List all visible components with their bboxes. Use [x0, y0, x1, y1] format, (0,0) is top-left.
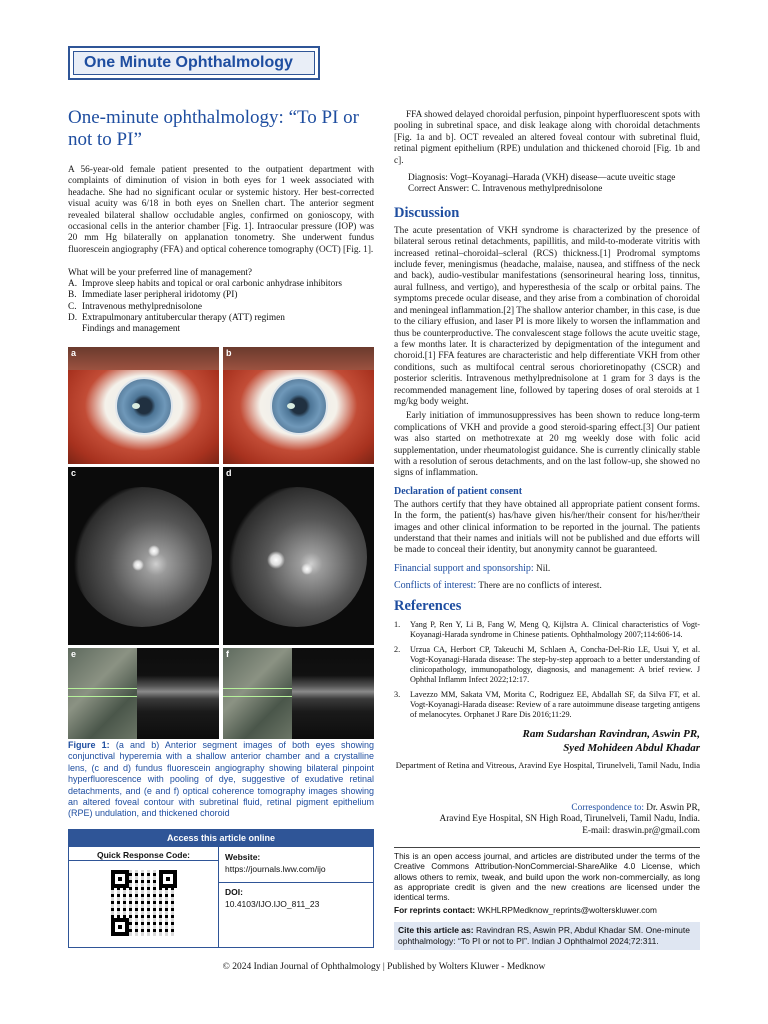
oct-scan-line — [223, 688, 292, 689]
oct-fundus-image — [68, 648, 137, 739]
question-block — [68, 268, 374, 335]
funding-line — [394, 563, 700, 575]
figure-caption-label: Figure 1: — [68, 740, 110, 750]
authors-line-1: Ram Sudarshan Ravindran, Aswin PR, — [522, 728, 700, 740]
access-info — [219, 847, 373, 948]
discussion-paragraph-2: Early initiation of immunosuppressives has been shown to reduce long-term complications of VKH and provide a good steroid-sparing effect.[3] Our patient was also started on methotrexate at 20 mg weekly dose with folic acid supplementation, under rheumatologist guidance. She is currently clinically stable with a resolution of serous detachments, and on the last follow-up, she showed no signs of inflammation. — [394, 411, 700, 479]
correspondence-email[interactable]: E-mail: draswin.pr@gmail.com — [582, 825, 700, 836]
panel-label: e — [71, 649, 77, 659]
panel-label: a — [71, 348, 77, 358]
reference-item — [394, 620, 700, 640]
right-column — [394, 110, 700, 720]
findings-paragraph: FFA showed delayed choroidal perfusion, pinpoint hyperfluorescent spots with pooling in subretinal space, and disk leakage along with choroidal detachments [Fig. 1a and b]. OCT revealed an altered foveal contour with subretinal fluid, retinal pigment epithelium (RPE) undulation and thickened choroid [Fig. 1b and c]. — [394, 110, 700, 166]
doi-label: DOI: — [225, 887, 243, 897]
figure-panel-f — [223, 648, 374, 739]
option-text: Improve sleep habits and topical or oral carbonic anhydrase inhibitors — [82, 279, 342, 290]
correspondence — [394, 803, 700, 837]
cite-text: Ravindran RS, Aswin PR, Abdul Khadar SM. One-minute ophthalmology: “To PI or not to PI”. Indian J Ophthalmol 2024;72:311. — [398, 925, 690, 946]
affiliation: Department of Retina and Vitreous, Aravind Eye Hospital, Tirunelveli, Tamil Nadu, India — [395, 760, 700, 770]
oct-scan-line — [68, 688, 137, 689]
article-title: One-minute ophthalmology: “To PI or not to PI” — [68, 107, 360, 150]
consent-paragraph: The authors certify that they have obtained all appropriate patient consent forms. In the form, the patient(s) has/have given his/her/their consent for his/her/their images and other clinical information to be reported in the journal. The patients understand that their names and initials will not be published and due efforts will be made to conceal their identity, but anonymity cannot be guaranteed. — [394, 499, 700, 556]
qr-code-icon[interactable] — [111, 870, 177, 936]
funding-label: Financial support and sponsorship: — [394, 562, 534, 574]
option-text: Intravenous methylprednisolone — [82, 301, 203, 312]
option-key: C. — [68, 301, 77, 312]
correct-answer: Correct Answer: C. Intravenous methylprednisolone — [408, 184, 603, 195]
qr-finder — [159, 870, 177, 888]
hyperfluorescent-spot — [301, 563, 313, 575]
page-footer: © 2024 Indian Journal of Ophthalmology | Published by Wolters Kluwer - Medknow — [222, 962, 546, 972]
panel-label: d — [226, 468, 232, 478]
question-text: What will be your preferred line of management? — [68, 268, 253, 278]
corneal-reflex — [132, 403, 140, 409]
reprints-label: For reprints contact: — [394, 905, 476, 915]
qr-column — [69, 847, 219, 948]
conflict-line — [394, 580, 700, 592]
fundus-angiogram — [72, 487, 212, 627]
website-link[interactable]: https://journals.lww.com/ijo — [225, 864, 326, 874]
figure-caption — [68, 740, 374, 820]
option-text: Extrapulmonary antitubercular therapy (ATT) regimen — [82, 312, 285, 323]
access-header: Access this article online — [69, 830, 373, 847]
access-online-box — [68, 829, 374, 948]
reference-number: 2. — [394, 644, 401, 654]
reference-text: Urzua CA, Herbort CP, Takeuchi M, Schlaen A, Concha-Del-Rio LE, Usui Y, et al. Vogt-Koyanagi-Harada disease: The step-by-step approach to a better understanding of clinicopathology, immunopathology, diagnosis, and management: A brief review. J Ophthal Inflamm Infect 2022;12:17. — [410, 644, 700, 684]
corneal-reflex — [287, 403, 295, 409]
option-key: A. — [68, 279, 78, 290]
panel-label: c — [71, 468, 77, 478]
reference-item — [394, 645, 700, 685]
figure-panel-b — [223, 347, 374, 464]
option-key: D. — [68, 312, 78, 323]
eyelid — [68, 347, 219, 370]
section-banner-label: One Minute Ophthalmology — [73, 51, 315, 75]
oct-fundus-image — [223, 648, 292, 739]
section-banner — [68, 46, 320, 80]
correspondence-address: Aravind Eye Hospital, SN High Road, Tirunelveli, Tamil Nadu, India. — [439, 814, 700, 825]
citation-box — [394, 922, 700, 950]
references-heading: References — [394, 597, 462, 614]
oct-scan-line — [68, 696, 137, 697]
reprints-email[interactable]: WKHLRPMedknow_reprints@wolterskluwer.com — [477, 905, 657, 915]
authors — [394, 727, 700, 755]
reference-item — [394, 690, 700, 720]
correspondence-name: Dr. Aswin PR, — [646, 803, 700, 813]
figure-panel-e — [68, 648, 219, 739]
oct-bscan — [292, 648, 374, 739]
reference-text: Lavezzo MM, Sakata VM, Morita C, Rodriguez EE, Abdallah SF, da Silva FT, et al. Vogt-Koyanagi-Harada disease: Review of a rare autoimmune disease targeting antigens of melanocytes. Orphanet J Rare Dis 2016;11:29. — [410, 689, 700, 719]
qr-finder — [111, 870, 129, 888]
website-label: Website: — [225, 852, 261, 862]
case-paragraph: A 56-year-old female patient presented to the outpatient department with complaints of diminution of vision in both eyes for 1 week associated with headache. She had no significant ocular or systemic history. Her best-corrected visual acuity was 6/18 in both eyes on Snellen chart. The anterior segment revealed bilateral shallow occludable angles, confirmed on gonioscopy, with occasional cells in the anterior chamber [Fig. 1]. Intraocular pressure (IOP) was 20 mm Hg bilaterally on applanation tonometry. She underwent fundus fluorescein angiography (FFA) and optical coherence tomography (OCT) [Fig. 1]. — [68, 165, 374, 255]
oct-scan-line — [223, 696, 292, 697]
case-column — [68, 165, 374, 256]
doi-link[interactable]: 10.4103/IJO.IJO_811_23 — [225, 899, 320, 909]
hyperfluorescent-spot — [132, 559, 144, 571]
open-access-notice: This is an open access journal, and articles are distributed under the terms of the Creative Commons Attribution-NonCommercial-ShareAlike 4.0 License, which allows others to remix, tweak, and build upon the work non-commercially, as long as appropriate credit is given and the new creations are licensed under the identical terms. — [394, 847, 700, 902]
figure-panel-d — [223, 467, 374, 645]
oct-bscan — [137, 648, 219, 739]
consent-heading: Declaration of patient consent — [394, 485, 523, 497]
option-b — [68, 290, 374, 301]
discussion-heading: Discussion — [394, 204, 460, 221]
authors-line-2: Syed Mohideen Abdul Khadar — [563, 742, 700, 754]
panel-label: f — [226, 649, 229, 659]
option-text: Immediate laser peripheral iridotomy (PI) — [82, 290, 238, 301]
option-c — [68, 302, 374, 313]
figure-panel-a — [68, 347, 219, 464]
cite-label: Cite this article as: — [398, 925, 474, 935]
figure-panel-c — [68, 467, 219, 645]
reference-text: Yang P, Ren Y, Li B, Fang W, Meng Q, Kijlstra A. Clinical characteristics of Vogt-Koyanagi-Harada syndrome in Chinese patients. Ophthalmology 2007;114:606-14. — [410, 619, 700, 639]
option-key: B. — [68, 290, 77, 301]
fundus-angiogram — [227, 487, 367, 627]
discussion-paragraph-1: The acute presentation of VKH syndrome is characterized by the presence of bilateral serous retinal detachments, papillitis, and mild-to-moderate vitritis with increased retinal–choroidal–scleral (RCS) thickness.[1] Prodromal symptoms include fever, meningismus (headache, malaise, nausea, and stiffness of the neck and back), audio-vestibular manifestations (sensorineural hearing loss, tinnitus, aural fullness, and vertigo), and hyperesthesia of the scalp or orbital pains. The symptoms precede ocular disease, and they arise from a combination of choroidal and meningeal inflammation.[2] The shallow anterior chamber, in this case, is due to the ciliary effusion, and laser PI is more likely to worsen the inflammation and thus be counterproductive. The convalescent stage follows the acute uveitic stage, a few months later. It is characterized by depigmentation of the integument and choroid.[1] FFA features are characteristic and help differentiate VKH from other conditions, such as multifocal central serous chorioretinopathy (CSCR) and posterior scleritis. Intravenous methylprednisolone at 1 gram for 3 days is the recommended management line, followed by tapering doses of oral steroids at 1 mg/kg body weight. — [394, 225, 700, 407]
iris — [270, 377, 328, 435]
correspondence-label: Correspondence to: — [571, 803, 644, 813]
iris — [115, 377, 173, 435]
funding-value: Nil. — [536, 563, 551, 574]
qr-finder — [111, 918, 129, 936]
conflict-label: Conflicts of interest: — [394, 580, 477, 592]
eyelid — [223, 347, 374, 370]
reference-number: 3. — [394, 689, 401, 699]
findings-subheading: Findings and management — [82, 324, 181, 335]
reference-number: 1. — [394, 619, 401, 629]
option-a — [68, 279, 374, 290]
hyperfluorescent-spot — [267, 551, 285, 569]
panel-label: b — [226, 348, 232, 358]
qr-label: Quick Response Code: — [69, 847, 218, 861]
diagnosis: Diagnosis: Vogt–Koyanagi–Harada (VKH) disease—acute uveitic stage — [408, 173, 676, 184]
figure-1 — [68, 347, 374, 739]
conflict-value: There are no conflicts of interest. — [478, 581, 602, 592]
option-d — [68, 313, 374, 324]
figure-caption-text: (a and b) Anterior segment images of both eyes showing conjunctival hyperemia with a shallow anterior chamber and a crystalline lens, (c and d) fundus fluorescein angiography showing bilateral pinpoint hyperfluorescence with pooling of dye, suggestive of exudative retinal detachments, and (e and f) optical coherence tomography images showing an altered foveal contour with subretinal fluid, retinal pigment epithelium (RPE) undulation, and thickened choroid — [68, 740, 374, 819]
reprints-line — [394, 905, 700, 915]
hyperfluorescent-spot — [148, 545, 160, 557]
